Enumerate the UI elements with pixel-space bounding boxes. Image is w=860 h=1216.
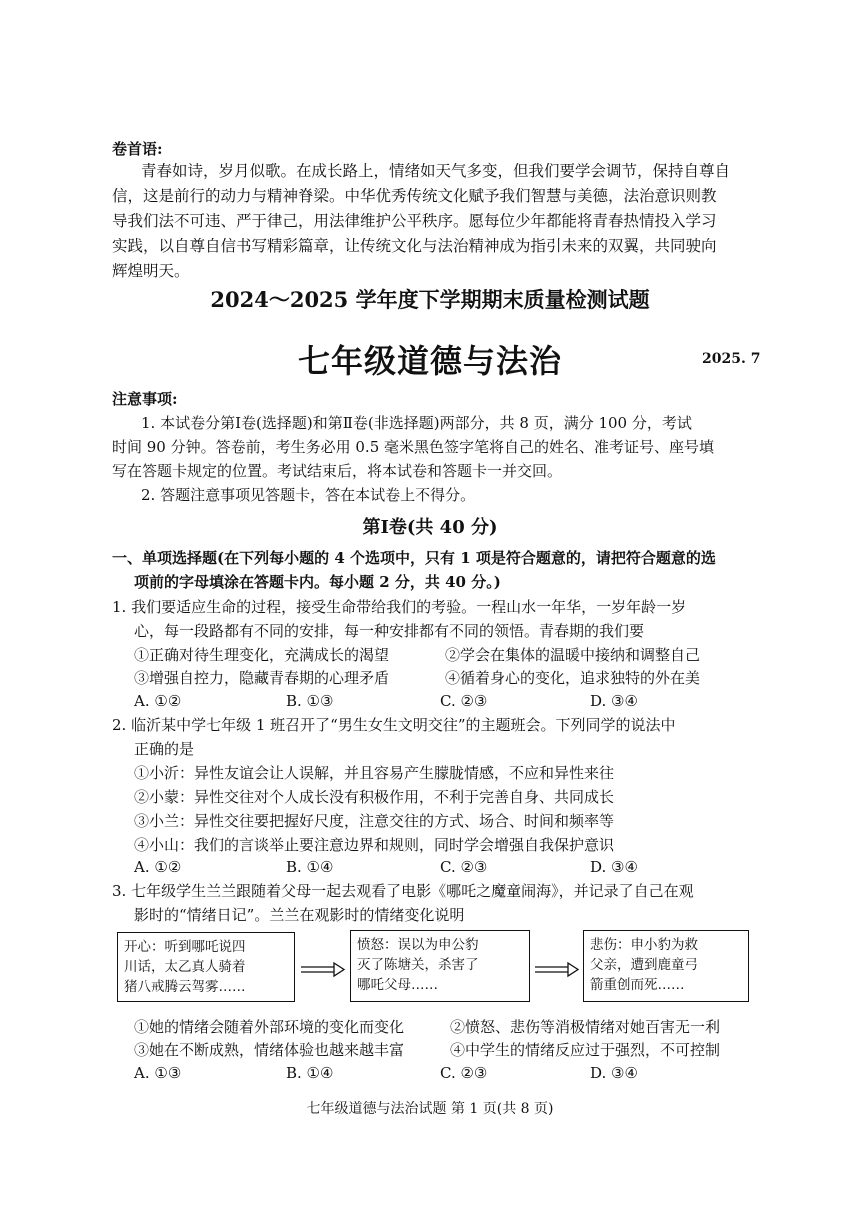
preface-line: 导我们法不可违、严于律己，用法律维护公平秩序。愿每位少年都能将青春热情投入学习 <box>112 212 717 230</box>
q1-item: ①正确对待生理变化，充满成长的渴望 <box>134 646 390 664</box>
part1-instruction: 一、单项选择题(在下列每小题的 4 个选项中，只有 1 项是符合题意的，请把符合题意的选 <box>112 549 716 567</box>
exam-title: 2024～2025 学年度下学期期末质量检测试题 <box>210 287 650 312</box>
exam-date: 2025. 7 <box>702 351 761 367</box>
q3-option-b: B. ①④ <box>286 1064 334 1082</box>
notes-label: 注意事项: <box>112 390 178 408</box>
q3-item: ④中学生的情绪反应过于强烈，不可控制 <box>450 1041 721 1059</box>
box-line: 哪吒父母…… <box>357 977 438 993</box>
preface-line: 青春如诗，岁月似歌。在成长路上，情绪如天气多变，但我们要学会调节，保持自尊自 <box>141 162 731 180</box>
q1-option-a: A. ①② <box>134 692 182 710</box>
q1-item: ③增强自控力，隐藏青春期的心理矛盾 <box>134 669 390 687</box>
box-line: 父亲，遭到鹿童弓 <box>590 957 698 973</box>
q3-option-a: A. ①③ <box>134 1064 182 1082</box>
q2-item: ②小蒙：异性交往对个人成长没有积极作用，不利于完善自身、共同成长 <box>134 788 615 806</box>
q3-option-c: C. ②③ <box>440 1064 488 1082</box>
q3-item: ①她的情绪会随着外部环境的变化而变化 <box>134 1018 405 1036</box>
notes-line: 2. 答题注意事项见答题卡，答在本试卷上不得分。 <box>141 486 476 504</box>
q1-stem: 心，每一段路都有不同的安排，每一种安排都有不同的领悟。青春期的我们要 <box>134 622 645 640</box>
q1-stem: 1. 我们要适应生命的过程，接受生命带给我们的考验。一程山水一年华，一岁年龄一岁 <box>112 598 687 616</box>
q3-stem: 影时的“情绪日记”。兰兰在观影时的情绪变化说明 <box>134 906 465 924</box>
q2-stem: 正确的是 <box>134 740 195 758</box>
q2-item: ③小兰：异性交往要把握好尺度，注意交往的方式、场合、时间和频率等 <box>134 812 615 830</box>
q3-item: ②愤怒、悲伤等消极情绪对她百害无一利 <box>450 1018 721 1036</box>
notes-line: 1. 本试卷分第Ⅰ卷(选择题)和第Ⅱ卷(非选择题)两部分，共 8 页，满分 100 分，考试 <box>141 414 692 432</box>
part1-title: 第Ⅰ卷(共 40 分) <box>362 517 498 538</box>
arrow-icon <box>534 962 580 978</box>
preface-label: 卷首语: <box>112 140 163 158</box>
q3-option-d: D. ③④ <box>590 1064 638 1082</box>
arrow-icon <box>300 962 346 978</box>
box-line: 箭重创而死…… <box>590 977 685 993</box>
box-line: 开心：听到哪吒说四 <box>124 939 246 955</box>
q3-item: ③她在不断成熟，情绪体验也越来越丰富 <box>134 1041 405 1059</box>
box-line: 川话，太乙真人骑着 <box>124 959 246 975</box>
q3-stem: 3. 七年级学生兰兰跟随着父母一起去观看了电影《哪吒之魔童闹海》，并记录了自己在观 <box>112 882 694 900</box>
part1-instruction: 项前的字母填涂在答题卡内。每小题 2 分，共 40 分。) <box>134 573 501 591</box>
box-line: 悲伤：申小豹为救 <box>590 937 698 953</box>
emotion-box-anger <box>350 930 530 1002</box>
q1-option-c: C. ②③ <box>440 692 488 710</box>
emotion-box-sadness <box>583 930 749 1002</box>
notes-line: 时间 90 分钟。答卷前，考生务必用 0.5 毫米黑色签字笔将自己的姓名、准考证号、座号填 <box>112 438 715 456</box>
box-line: 猪八戒腾云驾雾…… <box>124 979 246 995</box>
q2-item: ④小山：我们的言谈举止要注意边界和规则，同时学会增强自我保护意识 <box>134 836 615 854</box>
subject-title: 七年级道德与法治 <box>297 342 562 380</box>
q2-option-c: C. ②③ <box>440 858 488 876</box>
preface-line: 实践，以自尊自信书写精彩篇章，让传统文化与法治精神成为指引未来的双翼，共同驶向 <box>112 237 717 255</box>
q1-option-d: D. ③④ <box>590 692 638 710</box>
preface-line: 辉煌明天。 <box>112 262 190 280</box>
q1-option-b: B. ①③ <box>286 692 334 710</box>
q1-item: ④循着身心的变化，追求独特的外在美 <box>445 669 701 687</box>
q2-item: ①小沂：异性友谊会让人误解，并且容易产生朦胧情感，不应和异性来往 <box>134 764 615 782</box>
emotion-box-happy <box>117 932 295 1002</box>
q2-option-a: A. ①② <box>134 858 182 876</box>
preface-line: 信，这是前行的动力与精神脊梁。中华优秀传统文化赋予我们智慧与美德，法治意识则教 <box>112 187 717 205</box>
q2-option-d: D. ③④ <box>590 858 638 876</box>
page-footer: 七年级道德与法治试题 第 1 页(共 8 页) <box>306 1101 554 1117</box>
box-line: 愤怒：误以为申公豹 <box>357 937 479 953</box>
box-line: 灭了陈塘关，杀害了 <box>357 957 479 973</box>
q2-option-b: B. ①④ <box>286 858 334 876</box>
notes-line: 写在答题卡规定的位置。考试结束后，将本试卷和答题卡一并交回。 <box>112 462 563 480</box>
q1-item: ②学会在集体的温暖中接纳和调整自己 <box>445 646 701 664</box>
q2-stem: 2. 临沂某中学七年级 1 班召开了“男生女生文明交往”的主题班会。下列同学的说法中 <box>112 716 676 734</box>
